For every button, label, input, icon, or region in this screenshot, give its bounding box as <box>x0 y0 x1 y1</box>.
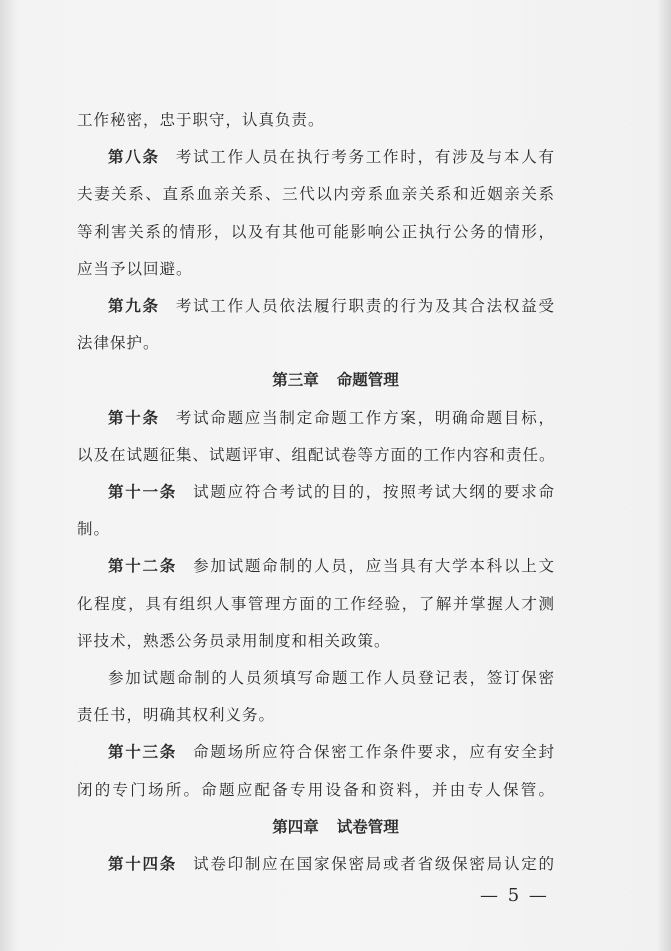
paragraph-line: 等利害关系的情形，以及有其他可能影响公正执行公务的情形， <box>77 222 555 241</box>
article-9: 第九条 考试工作人员依法履行职责的行为及其合法权益受 <box>108 297 555 315</box>
article-heading: 第十条 <box>108 408 160 427</box>
article-12: 第十二条 参加试题命制的人员，应当具有大学本科以上文 <box>108 557 555 576</box>
paragraph-line: 责任书，明确其权利义务。 <box>77 706 276 725</box>
article-heading: 第十二条 <box>108 557 178 576</box>
paragraph-line: 参加试题命制的人员须填写命题工作人员登记表，签订保密 <box>108 669 555 687</box>
article-8: 第八条 考试工作人员在执行考务工作时，有涉及与本人有 <box>108 148 555 167</box>
article-heading: 第八条 <box>108 148 160 167</box>
page-number: — 5 — <box>480 885 549 907</box>
paragraph-line: 夫妻关系、直系血亲关系、三代以内旁系血亲关系和近姻亲关系 <box>77 185 555 204</box>
paragraph-line: 评技术，熟悉公务员录用制度和相关政策。 <box>77 631 391 650</box>
article-14: 第十四条 试卷印制应在国家保密局或者省级保密局认定的 <box>108 855 555 873</box>
article-heading: 第十四条 <box>108 855 178 873</box>
article-heading: 第十一条 <box>108 483 178 501</box>
paragraph-line: 化程度，具有组织人事管理方面的工作经验，了解并掌握人才测 <box>77 594 555 613</box>
paragraph-line: 工作秘密，忠于职守，认真负责。 <box>77 111 325 129</box>
chapter-3-heading: 第三章 命题管理 <box>272 371 399 390</box>
paragraph-line: 应当予以回避。 <box>77 259 193 278</box>
paragraph-line: 闭的专门场所。命题应配备专用设备和资料，并由专人保管。 <box>77 780 555 799</box>
article-13: 第十三条 命题场所应符合保密工作条件要求，应有安全封 <box>108 743 555 762</box>
article-heading: 第九条 <box>108 297 160 315</box>
article-11: 第十一条 试题应符合考试的目的，按照考试大纲的要求命 <box>108 483 555 501</box>
paragraph-line: 制。 <box>77 520 111 539</box>
article-10: 第十条 考试命题应当制定命题工作方案，明确命题目标， <box>108 408 555 427</box>
article-heading: 第十三条 <box>108 743 178 762</box>
paragraph-line: 以及在试题征集、试题评审、组配试卷等方面的工作内容和责任。 <box>77 445 556 464</box>
paragraph-line: 法律保护。 <box>77 334 160 353</box>
chapter-4-heading: 第四章 试卷管理 <box>272 817 399 836</box>
